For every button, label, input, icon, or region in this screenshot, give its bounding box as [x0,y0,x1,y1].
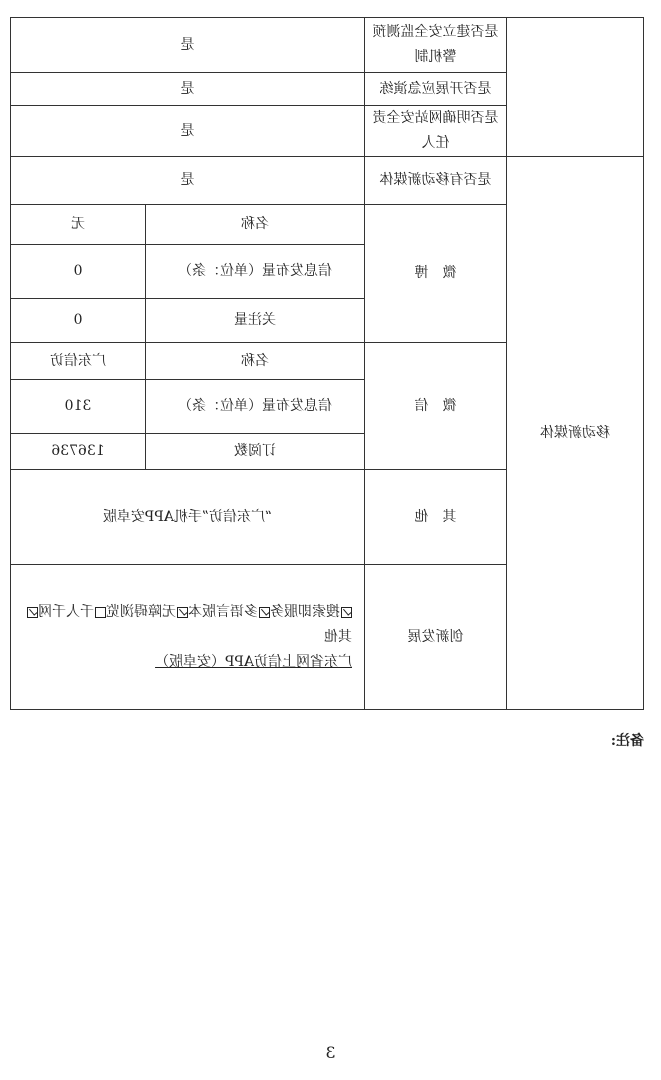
checkbox-accessibility[interactable] [177,607,188,618]
weibo-name-label: 名称 [146,205,365,245]
weibo-label: 微 博 [365,205,507,343]
weibo-posts-label: 信息发布量（单位：条） [146,245,365,299]
option-label: 千人千网 [38,603,94,620]
monitor-label: 是否建立安全监测预警机制 [365,18,507,73]
weixin-name-value: 广东信访 [11,343,146,380]
option-label: 搜索即服务 [270,603,340,620]
mobile-has-label: 是否有移动新媒体 [365,157,507,205]
drill-label: 是否开展应急演练 [365,73,507,106]
other-label: 其 他 [365,470,507,565]
checkbox-search-service[interactable] [341,607,352,618]
mobile-section-label: 移动新媒体 [507,157,644,710]
checkbox-personalized[interactable] [95,607,106,618]
weixin-posts-label: 信息发布量（单位：条） [146,380,365,434]
remark-label: 备注: [610,733,644,749]
checkbox-multilingual[interactable] [259,607,270,618]
weixin-posts-value: 310 [11,380,146,434]
weixin-name-label: 名称 [146,343,365,380]
weibo-follow-label: 关注量 [146,299,365,343]
page-number: 3 [325,1043,336,1062]
weibo-follow-value: 0 [11,299,146,343]
option-label: 其他 [324,628,352,645]
table-row [11,157,644,205]
site-info-table [10,17,644,710]
mobile-has-value: 是 [11,157,365,205]
innovation-label: 创新发展 [365,565,507,710]
monitor-value: 是 [11,18,365,73]
option-label: 多语言版本 [188,603,258,620]
section-cell-blank [507,18,644,157]
weibo-posts-value: 0 [11,245,146,299]
checkbox-other[interactable] [27,607,38,618]
weixin-subs-value: 136736 [11,434,146,470]
drill-value: 是 [11,73,365,106]
other-value: “广东信访”手机APP安卓版 [11,470,365,565]
owner-label: 是否明确网站安全责任人 [365,106,507,157]
owner-value: 是 [11,106,365,157]
table-row [11,18,644,73]
weixin-subs-label: 订阅数 [146,434,365,470]
option-label: 无障碍浏览 [106,603,176,620]
weibo-name-value: 无 [11,205,146,245]
other-detail: 广东省网上信访APP（安卓版） [155,653,352,670]
innovation-options [11,565,365,710]
weixin-label: 微 信 [365,343,507,470]
